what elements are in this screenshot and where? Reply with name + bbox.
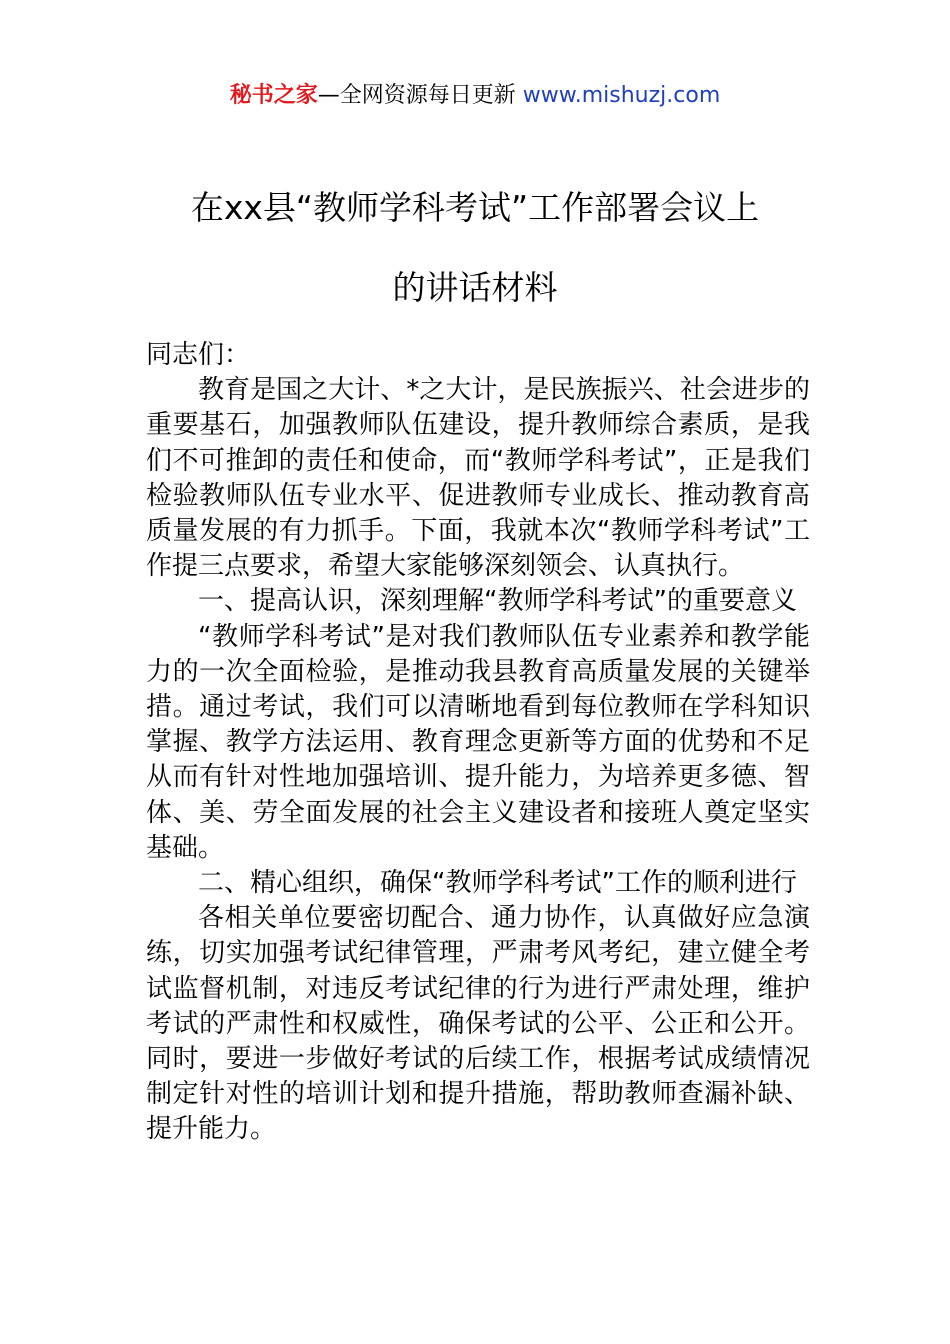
site-url[interactable]: www.mishuzj.com — [522, 83, 721, 108]
title-line-1: 在xx县“教师学科考试”工作部署会议上 — [190, 188, 760, 227]
salutation: 同志们： — [146, 340, 251, 370]
section-heading-2: 二、精心组织，确保“教师学科考试”工作的顺利进行 — [198, 868, 797, 899]
brand-name: 秘书之家 — [229, 83, 318, 108]
section-heading-1: 一、提高认识，深刻理解“教师学科考试”的重要意义 — [198, 586, 797, 617]
header-tagline: —全网资源每日更新 — [317, 83, 516, 108]
paragraph-intro: 教育是国之大计、*之大计，是民族振兴、社会进步的重要基石，加强教师队伍建设，提升教师综合素质，是我们不可推卸的责任和使命，而“教师学科考试”，正是我们检验教师队伍专业水平、促进教师专业成长、推动教育高质量发展的有力抓手。下面，我就本次“教师学科考试”工作提三点要求，希望大家能够深刻领会、认真执行。 — [146, 375, 810, 582]
paragraph-section-1: “教师学科考试”是对我们教师队伍专业素养和教学能力的一次全面检验，是推动我县教育高质量发展的关键举措。通过考试，我们可以清晰地看到每位教师在学科知识掌握、教学方法运用、教育理念更新等方面的优势和不足从而有针对性地加强培训、提升能力，为培养更多德、智体、美、劳全面发展的社会主义建设者和接班人奠定坚实基础。 — [146, 621, 810, 863]
title-line-2: 的讲话材料 — [392, 268, 558, 307]
document-title — [100, 168, 850, 328]
page-header — [0, 80, 950, 112]
paragraph-section-2: 各相关单位要密切配合、通力协作，认真做好应急演练，切实加强考试纪律管理，严肃考风考纪，建立健全考试监督机制，对违反考试纪律的行为进行严肃处理，维护考试的严肃性和权威性，确保考试的公平、公正和公开。同时，要进一步做好考试的后续工作，根据考试成绩情况制定针对性的培训计划和提升措施，帮助教师查漏补缺、提升能力。 — [146, 903, 810, 1145]
document-body — [146, 338, 810, 1148]
